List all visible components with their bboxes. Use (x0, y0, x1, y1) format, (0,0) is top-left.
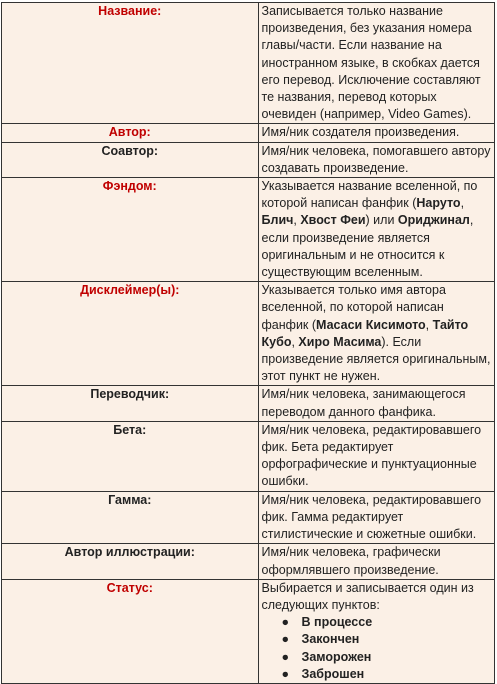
table-row (2, 142, 495, 177)
description-text: Записывается только название произведения, без указания номера главы/части. Если название на иностранном языке, в скобках дается его перевод. Исключение составляют те названия, перевод которых очевиден (например, Video Games). (261, 4, 481, 122)
description-cell (258, 491, 494, 544)
description-text: Имя/ник человека, помогавшего автору создавать произведение. (261, 143, 491, 175)
rules-sheet (1, 2, 496, 684)
description-cell (258, 579, 494, 683)
description-text-part: Указывается название вселенной, по которой написан фанфик ( (261, 179, 478, 211)
description-text-part: , если произведение является оригинальным и не относится к существующим вселенным. (261, 213, 474, 280)
field-label-illustrator: Автор иллюстрации: (64, 545, 195, 560)
description-text: Имя/ник человека, редактировавшего фик. Гамма редактирует стилистические и сюжетные ошибки. (261, 492, 482, 542)
status-option-label: Закончен (301, 632, 360, 647)
disclaimer-example-kubo: Тайто Кубо (261, 317, 469, 349)
bullet-icon: ● (281, 666, 290, 681)
table-row (2, 282, 495, 386)
description-text-part: , (291, 334, 299, 349)
description-cell (258, 544, 494, 579)
field-label-coauthor: Соавтор: (101, 143, 159, 158)
description-text: Имя/ник человека, графически оформлявшего произведение. (261, 545, 441, 577)
status-option-frozen (280, 649, 491, 666)
field-cell (2, 3, 259, 124)
disclaimer-example-mashima: Хиро Масима (298, 334, 382, 349)
bullet-icon: ● (281, 632, 290, 647)
description-cell (258, 142, 494, 177)
description-cell (258, 386, 494, 421)
field-cell (2, 386, 259, 421)
status-option-in-progress (280, 614, 491, 631)
description-text: Имя/ник человека, редактировавшего фик. Бета редактирует орфографические и пунктуационные ошибки. (261, 422, 482, 489)
field-cell (2, 421, 259, 491)
bullet-icon: ● (281, 649, 290, 664)
field-cell (2, 142, 259, 177)
table-row (2, 3, 495, 124)
field-label-translator: Переводчик: (90, 387, 170, 402)
field-label-author: Автор: (108, 125, 151, 140)
description-cell (258, 124, 494, 142)
status-option-finished (280, 631, 491, 648)
status-option-label: Заморожен (301, 649, 372, 664)
table-row (2, 178, 495, 282)
table-row (2, 491, 495, 544)
description-text: Имя/ник человека, занимающегося переводом данного фанфика. (261, 387, 466, 419)
field-cell (2, 544, 259, 579)
status-option-label: В процессе (301, 615, 373, 630)
field-cell (2, 282, 259, 386)
disclaimer-example-kishimoto: Масаси Кисимото (316, 317, 426, 332)
table-row (2, 579, 495, 683)
description-cell (258, 421, 494, 491)
description-text-part: , (293, 213, 301, 228)
description-cell (258, 178, 494, 282)
field-label-gamma: Гамма: (108, 492, 152, 507)
field-label-disclaimer: Дисклеймер(ы): (80, 283, 180, 298)
field-label-status: Статус: (106, 580, 153, 595)
field-cell (2, 491, 259, 544)
description-text-part: ) или (365, 213, 398, 228)
description-text: Выбирается и записывается один из следующих пунктов: (261, 580, 474, 612)
description-text: Имя/ник создателя произведения. (261, 125, 460, 140)
table-row (2, 544, 495, 579)
fandom-example-bleach: Блич (261, 213, 294, 228)
table-row (2, 386, 495, 421)
fandom-example-fairy-tail: Хвост Феи (300, 213, 366, 228)
field-cell (2, 178, 259, 282)
description-cell (258, 3, 494, 124)
field-label-fandom: Фэндом: (102, 179, 157, 194)
fanfic-header-rules-table (1, 2, 495, 684)
bullet-icon: ● (281, 615, 290, 630)
field-label-beta: Бета: (113, 422, 147, 437)
table-row (2, 124, 495, 142)
fandom-example-original: Ориджинал (397, 213, 470, 228)
description-text-part: , (460, 196, 465, 211)
description-text-part: Указывается только имя автора вселенной, по которой написан фанфик ( (261, 283, 446, 332)
status-option-abandoned (280, 666, 491, 683)
field-cell (2, 124, 259, 142)
status-option-label: Заброшен (301, 666, 365, 681)
table-row (2, 421, 495, 491)
description-text-part: ). Если произведение является оригинальным, этот пункт не нужен. (261, 334, 491, 384)
field-cell (2, 579, 259, 683)
status-options-list (262, 614, 491, 683)
field-label-title: Название: (98, 4, 162, 18)
description-text-part: , (425, 317, 433, 332)
fandom-example-naruto: Наруто (416, 196, 461, 211)
description-cell (258, 282, 494, 386)
